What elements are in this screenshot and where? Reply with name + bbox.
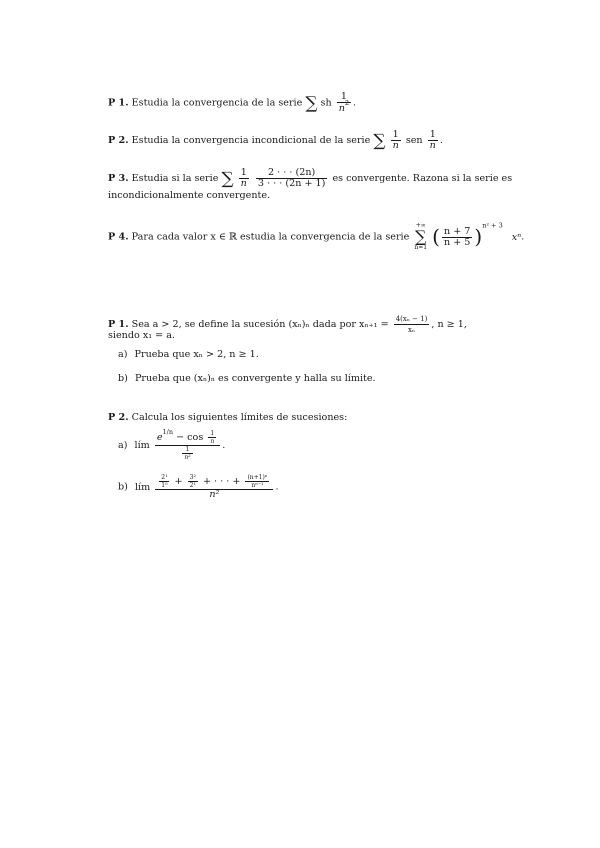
summation (414, 222, 427, 252)
problem-label: P 1. (108, 97, 129, 109)
period: . (439, 135, 443, 146)
sequence-problem-1-line2: siendo x₁ = a. (108, 330, 175, 341)
fraction-denominator: xₙ (408, 326, 416, 334)
limit-fraction (155, 430, 220, 461)
subitem-label: a) (118, 349, 128, 360)
fraction-denominator: n (429, 140, 436, 151)
fraction-denominator: 1⁰ (161, 482, 168, 489)
subitem-b (118, 373, 376, 385)
fraction-denominator (155, 446, 220, 461)
problem-label: P 2. (108, 135, 129, 146)
limit-operator: lím (134, 440, 150, 451)
sum-symbol: ∑ (415, 227, 427, 246)
sum-symbol: ∑ (373, 131, 386, 151)
problem-text-continued: es convergente. Razona si la serie es (332, 173, 513, 184)
limit-fraction (155, 474, 273, 500)
fraction (428, 130, 438, 151)
problem-text: Sea a > 2, se define la sucesión (xₙ)ₙ dada por xₙ₊₁ = (131, 319, 389, 330)
fraction-numerator: 1 (391, 130, 401, 141)
function-name: sh (320, 97, 332, 109)
limit-b (118, 474, 279, 500)
fraction-numerator: 4(xₙ − 1) (395, 315, 428, 323)
period: . (521, 231, 525, 243)
problem-label: P 2. (108, 412, 129, 423)
inner-fraction (208, 430, 216, 445)
problem-text: Estudia si la serie (131, 173, 219, 184)
left-paren: ( (432, 224, 440, 249)
period: . (275, 481, 279, 493)
fraction (391, 130, 401, 151)
term-n (245, 474, 269, 489)
right-paren: ) (474, 224, 483, 249)
fraction-denominator: n² (209, 489, 220, 500)
subitem-text: Prueba que xₙ > 2, n ≥ 1. (134, 349, 259, 360)
problem-text: Estudia la convergencia incondicional de la serie (131, 135, 371, 146)
problem-label: P 4. (108, 231, 129, 243)
fraction-numerator (155, 430, 220, 446)
fraction-numerator: 1 (208, 430, 216, 438)
problem-text: Calcula los siguientes límites de sucesiones: (131, 412, 348, 423)
sum-upper-limit: +∞ (415, 222, 426, 229)
problem-text: Estudia la convergencia de la serie (131, 97, 303, 109)
exponent: n² + 3 (482, 221, 503, 230)
fraction-numerator: 1 (182, 446, 192, 454)
sum-symbol: ∑ (305, 93, 318, 114)
ellipsis-plus: + · · · + (202, 476, 241, 487)
problem-text: Para cada valor x ∈ ℝ estudia la convergencia de la serie (131, 231, 410, 243)
problem-4-series (108, 222, 524, 252)
fraction (394, 314, 430, 335)
den-exponent: 2 (344, 99, 350, 107)
fraction-denominator: n (240, 178, 247, 189)
fraction (442, 227, 472, 248)
sum-lower-limit: n=1 (414, 244, 428, 251)
fraction-numerator: 1 (428, 130, 438, 141)
fraction-numerator: 1 (239, 168, 249, 179)
period: . (222, 440, 226, 451)
problem-label: P 3. (108, 173, 129, 184)
fraction-numerator: (n+1)ⁿ (247, 474, 268, 481)
limit-operator: lím (134, 481, 151, 493)
sequence-problem-2 (108, 412, 347, 424)
fraction-numerator: 3² (189, 474, 196, 481)
term-2 (188, 474, 198, 489)
problem-2-series (108, 130, 443, 151)
fraction-denominator: n (210, 438, 215, 445)
term-1 (159, 474, 169, 489)
cos-term: − cos (176, 432, 204, 443)
fraction-denominator: n² (184, 454, 191, 461)
fraction-denominator: 3 · · · (2n + 1) (257, 178, 326, 189)
subitem-label: a) (118, 440, 128, 451)
problem-text-continued: , n ≥ 1, (431, 319, 467, 330)
subitem-label: b) (118, 373, 128, 384)
den-var: n (338, 103, 345, 114)
fraction (256, 168, 327, 189)
problem-3-line2: incondicionalmente convergente. (108, 190, 271, 201)
fraction-numerator: 2¹ (161, 474, 168, 481)
exp-base: e (156, 432, 163, 443)
problem-3-series (108, 168, 512, 189)
fraction (239, 168, 249, 189)
subitem-label: b) (118, 481, 128, 493)
function-name: sen (405, 135, 423, 146)
plus-sign: + (174, 476, 183, 487)
fraction-numerator: n + 7 (443, 225, 471, 237)
power-term: xⁿ (511, 231, 522, 243)
problem-1-series (108, 92, 356, 114)
period: . (353, 97, 357, 109)
fraction-denominator: n + 5 (443, 236, 471, 248)
sum-symbol: ∑ (221, 169, 234, 189)
exponent: 1/n (162, 428, 174, 436)
subitem-text: Prueba que (xₙ)ₙ es convergente y halla su límite. (134, 373, 376, 384)
fraction-numerator: 1 (337, 92, 351, 103)
fraction-denominator (337, 99, 351, 114)
fraction-numerator (155, 474, 273, 490)
fraction-denominator: nⁿ⁻¹ (251, 482, 264, 489)
fraction-denominator: 2¹ (189, 482, 196, 489)
fraction (337, 92, 351, 114)
limit-a (118, 430, 225, 461)
fraction-denominator: n (392, 140, 399, 151)
problem-label: P 1. (108, 319, 129, 330)
inner-fraction (182, 446, 192, 461)
fraction-numerator: 2 · · · (2n) (256, 168, 327, 179)
subitem-a (118, 349, 259, 361)
